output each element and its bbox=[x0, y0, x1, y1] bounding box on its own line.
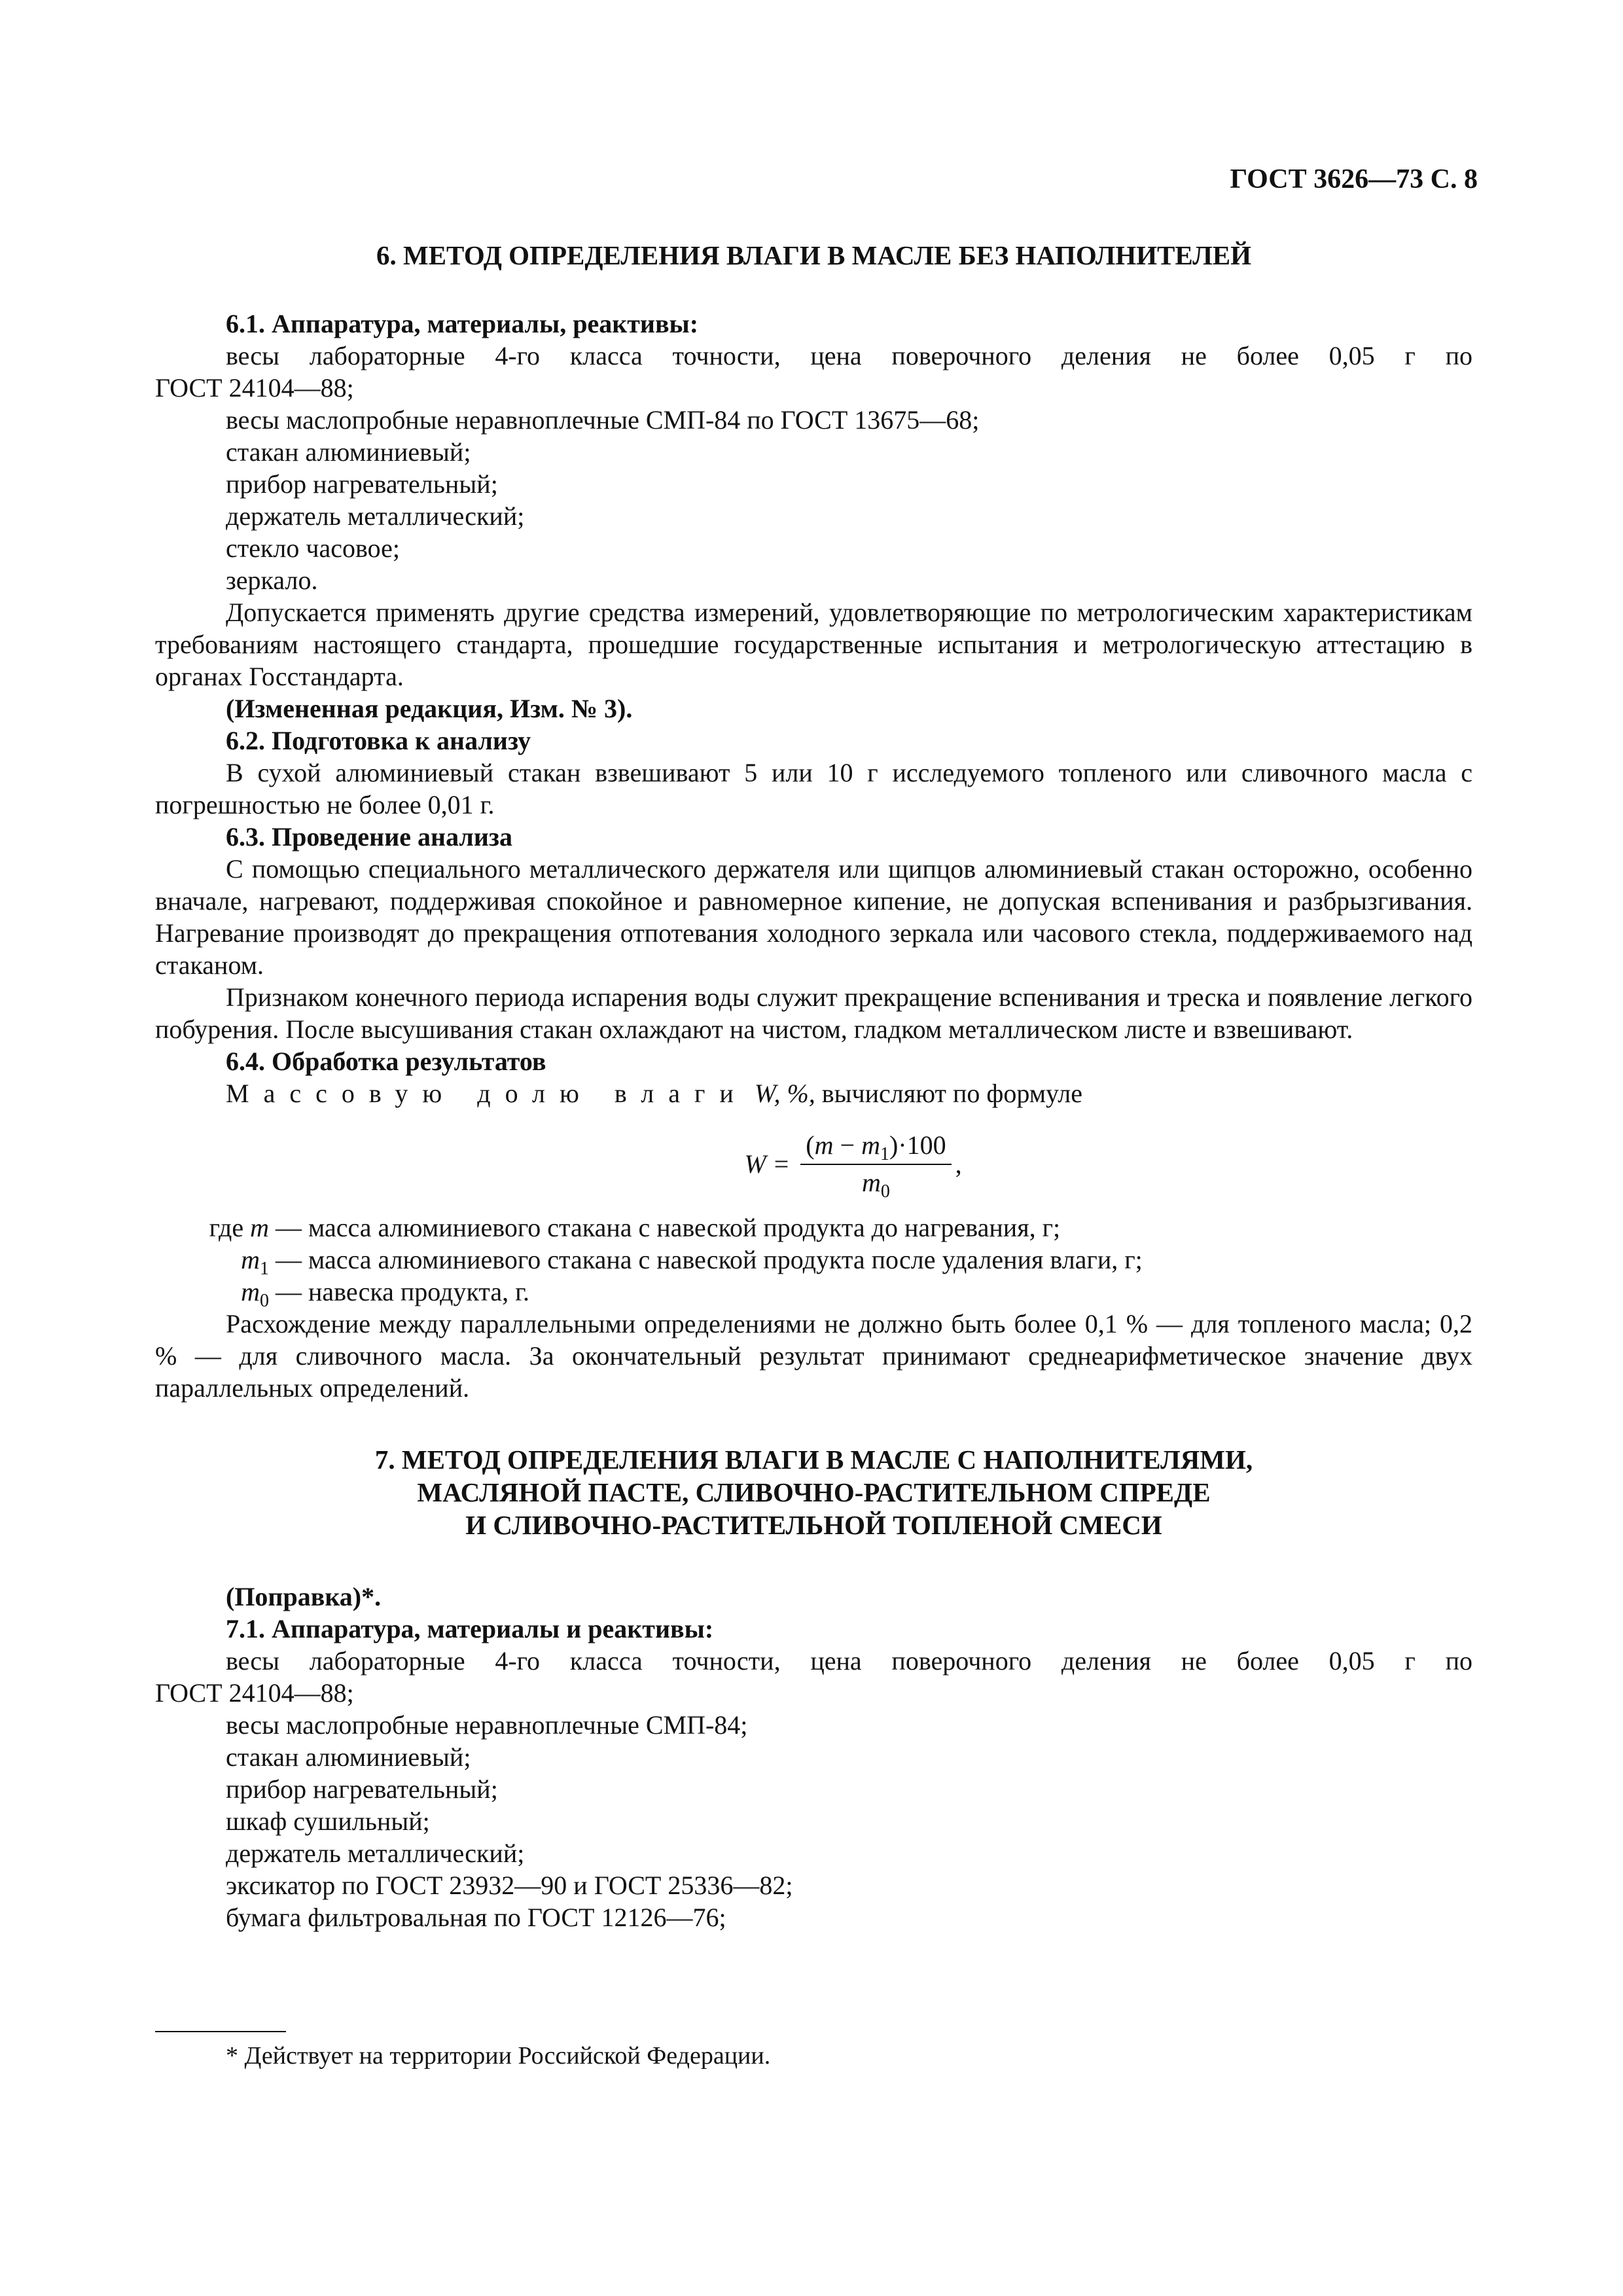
section7-title bbox=[155, 1443, 1472, 1541]
legend-row: где m — масса алюминиевого стакана с навеской продукта до нагревания, г; bbox=[209, 1213, 1061, 1242]
s64-discrepancy-paragraph: Расхождение между параллельными определениями не должно быть более 0,1 % — для топленого масла; 0,2 % — для сливочного масла. За окончательный результат принимают среднеарифметическое значение двух параллельных определений. bbox=[155, 1309, 1472, 1403]
formula-trailing-comma: , bbox=[955, 1149, 962, 1179]
s71-item-scales-line2: ГОСТ 24104—88; bbox=[155, 1678, 354, 1708]
page-content bbox=[155, 239, 1472, 1933]
formula-denominator: $m_0$ bbox=[861, 1168, 890, 1202]
s61-allowed-paragraph: Допускается применять другие средства измерений, удовлетворяющие по метрологическим характеристикам требованиям настоящего стандарта, прошедшие государственные испытания и метрологическую аттестацию в органах Госстандарта. bbox=[155, 598, 1472, 691]
footnote: * Действует на территории Российской Федерации. bbox=[226, 2042, 771, 2070]
s63-paragraph-2: Признаком конечного периода испарения воды служит прекращение вспенивания и треска и появление легкого побурения. После высушивания стакан охлаждают на чистом, гладком металлическом листе и взвешивают. bbox=[155, 982, 1472, 1044]
list-item: зеркало. bbox=[226, 565, 318, 595]
list-item: весы маслопробные неравноплечные СМП-84 по ГОСТ 13675—68; bbox=[226, 405, 980, 435]
formula-lhs: W bbox=[744, 1149, 766, 1179]
s61-changed-note: (Измененная редакция, Изм. № 3). bbox=[226, 694, 633, 723]
formula-numerator: $(m - m_1)\cdot 100$ bbox=[800, 1129, 951, 1165]
list-item: держатель металлический; bbox=[226, 501, 525, 531]
page-header-doc-id: ГОСТ 3626—73 С. 8 bbox=[1230, 164, 1478, 194]
s64-intro-rest: вычисляют по формуле bbox=[821, 1079, 1082, 1108]
list-item: держатель металлический; bbox=[226, 1839, 525, 1868]
s61-item-scales-line1: весы лабораторные 4-го класса точности, цена поверочного деления не более 0,05 г по bbox=[226, 341, 1472, 370]
section7-title-line2: МАСЛЯНОЙ ПАСТЕ, СЛИВОЧНО-РАСТИТЕЛЬНОМ СПРЕДЕ bbox=[417, 1477, 1211, 1507]
section7-title-line3: И СЛИВОЧНО-РАСТИТЕЛЬНОЙ ТОПЛЕНОЙ СМЕСИ bbox=[465, 1510, 1162, 1540]
s64-intro-spaced: Массовую долю влаги bbox=[226, 1079, 748, 1108]
list-item: прибор нагревательный; bbox=[226, 469, 498, 499]
s61-heading: 6.1. Аппаратура, материалы, реактивы: bbox=[226, 309, 699, 338]
s62-paragraph: В сухой алюминиевый стакан взвешивают 5 или 10 г исследуемого топленого или сливочного масла с погрешностью не более 0,01 г. bbox=[155, 758, 1472, 819]
section6-title: 6. МЕТОД ОПРЕДЕЛЕНИЯ ВЛАГИ В МАСЛЕ БЕЗ НАПОЛНИТЕЛЕЙ bbox=[376, 240, 1251, 270]
list-item: весы маслопробные неравноплечные СМП-84; bbox=[226, 1710, 748, 1740]
legend-row: $m_0$ — навеска продукта, г. bbox=[241, 1277, 530, 1311]
formula-equals: = bbox=[774, 1149, 789, 1179]
list-item: эксикатор по ГОСТ 23932—90 и ГОСТ 25336—82; bbox=[226, 1871, 793, 1900]
list-item: стакан алюминиевый; bbox=[226, 1742, 471, 1772]
formula-fraction bbox=[800, 1129, 951, 1202]
legend-row: $m_1$ — масса алюминиевого стакана с навеской продукта после удаления влаги, г; bbox=[241, 1245, 1143, 1279]
s61-item-scales-line2: ГОСТ 24104—88; bbox=[155, 373, 354, 403]
s71-equipment-list bbox=[155, 1709, 1472, 1933]
section7-title-line1: 7. МЕТОД ОПРЕДЕЛЕНИЯ ВЛАГИ В МАСЛЕ С НАПОЛНИТЕЛЯМИ, bbox=[374, 1444, 1253, 1475]
footnote-divider bbox=[155, 2031, 286, 2032]
s64-heading: 6.4. Обработка результатов bbox=[226, 1047, 546, 1076]
list-item: стекло часовое; bbox=[226, 533, 400, 563]
list-item: шкаф сушильный; bbox=[226, 1806, 430, 1836]
s63-heading: 6.3. Проведение анализа bbox=[226, 822, 512, 852]
list-item: прибор нагревательный; bbox=[226, 1774, 498, 1804]
s63-paragraph-1: С помощью специального металлического держателя или щипцов алюминиевый стакан осторожно, особенно вначале, нагревают, поддерживая спокойное и равномерное кипение, не допуская вспенивания и разбрызгивания. Нагревание производят до прекращения отпотевания холодного зеркала или часового стекла, поддерживаемого над стаканом. bbox=[155, 854, 1472, 980]
s62-heading: 6.2. Подготовка к анализу bbox=[226, 726, 531, 755]
s64-intro bbox=[155, 1077, 1472, 1109]
s61-equipment-list bbox=[155, 404, 1472, 596]
list-item: бумага фильтровальная по ГОСТ 12126—76; bbox=[226, 1903, 726, 1932]
s64-intro-variable: W, %, bbox=[754, 1079, 815, 1108]
formula-legend bbox=[155, 1211, 1472, 1311]
list-item: стакан алюминиевый; bbox=[226, 437, 471, 467]
s71-item-scales-line1: весы лабораторные 4-го класса точности, цена поверочного деления не более 0,05 г по bbox=[226, 1646, 1472, 1676]
s7-amendment-note: (Поправка)*. bbox=[226, 1582, 382, 1611]
moisture-formula bbox=[155, 1129, 1472, 1202]
s71-heading: 7.1. Аппаратура, материалы и реактивы: bbox=[226, 1614, 714, 1643]
